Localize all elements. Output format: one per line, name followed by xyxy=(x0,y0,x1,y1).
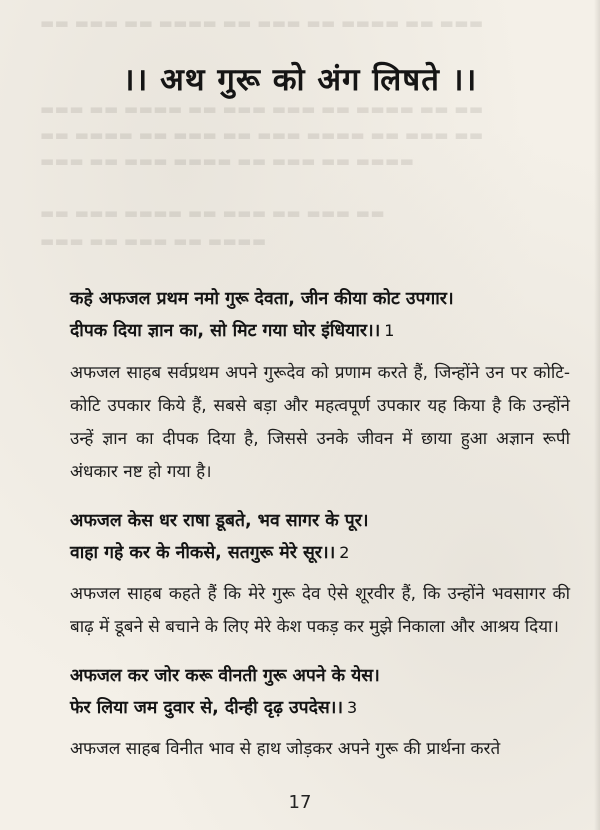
verse-line xyxy=(70,692,570,724)
verse-line: अफजल केस धर राषा डूबते, भव सागर के पूर। xyxy=(70,511,369,531)
verse-number: 1 xyxy=(384,321,395,340)
bleed-through-texture: ▬▬ ▬▬▬ ▬▬▬▬ ▬▬ ▬▬▬ ▬▬ ▬▬▬ ▬▬ xyxy=(40,204,385,222)
verse-line xyxy=(70,537,570,569)
bleed-through-texture: ▬▬▬ ▬▬ ▬▬▬ ▬▬ ▬▬▬▬ xyxy=(40,232,267,250)
verse-block xyxy=(70,660,570,724)
bleed-through-texture: ▬▬ ▬▬▬ ▬▬ ▬▬▬▬ ▬▬ ▬▬▬ ▬▬ ▬▬▬▬ ▬▬ ▬▬▬ xyxy=(40,14,484,32)
verse-line xyxy=(70,315,570,347)
explanation-paragraph: अफजल साहब विनीत भाव से हाथ जोड़कर अपने गुरू की प्रार्थना करते xyxy=(70,739,501,759)
verse-block xyxy=(70,283,570,347)
verse-block xyxy=(70,505,570,569)
bleed-through-texture: ▬▬▬ ▬▬ ▬▬▬▬ ▬▬ ▬▬▬ ▬▬▬ ▬▬ ▬▬▬▬ ▬▬ ▬▬ xyxy=(40,100,484,118)
verse-number: 2 xyxy=(339,543,350,562)
verse-line-text: दीपक दिया ज्ञान का, सो मिट गया घोर इंधियार।। xyxy=(70,321,381,341)
bleed-through-texture: ▬▬▬ ▬▬ ▬▬▬ ▬▬▬▬ ▬▬ ▬▬▬ ▬▬ ▬▬▬▬ xyxy=(40,152,415,170)
explanation-paragraph: अफजल साहब कहते हैं कि मेरे गुरू देव ऐसे शूरवीर हैं, कि उन्होंने भवसागर की बाढ़ में डूबने से बचाने के लिए मेरे केश पकड़ कर मुझे निकाला और आश्रय दिया। xyxy=(70,584,570,637)
page-number: 17 xyxy=(288,792,312,813)
chapter-title: ।। अथ गुरू को अंग लिषते ।। xyxy=(122,62,478,98)
verse-line: कहे अफजल प्रथम नमो गुरू देवता, जीन कीया कोट उपगार। xyxy=(70,289,454,309)
verse-line: अफजल कर जोर करू वीनती गुरू अपने के येस। xyxy=(70,666,380,686)
verse-number: 3 xyxy=(346,698,358,717)
page-edge-shadow xyxy=(594,0,600,830)
verse-line-text: वाहा गहे कर के नीकसे, सतगुरू मेरे सूर।। xyxy=(70,543,336,563)
explanation-paragraph: अफजल साहब सर्वप्रथम अपने गुरूदेव को प्रणाम करते हैं, जिन्होंने उन पर कोटि-कोटि उपकार किये हैं, सबसे बड़ा और महत्वपूर्ण उपकार यह किया है कि उन्होंने उन्हें ज्ञान का दीपक दिया है, जिससे उनके जीवन में छाया हुआ अज्ञान रूपी अंधकार नष्ट हो गया है। xyxy=(70,363,570,482)
verse-line-text: फेर लिया जम दुवार से, दीन्ही दृढ़ उपदेस।। xyxy=(70,698,343,718)
bleed-through-texture: ▬▬ ▬▬▬▬ ▬▬ ▬▬▬ ▬▬ ▬▬▬ ▬▬▬▬ ▬▬ ▬▬▬ ▬▬ xyxy=(40,126,484,144)
